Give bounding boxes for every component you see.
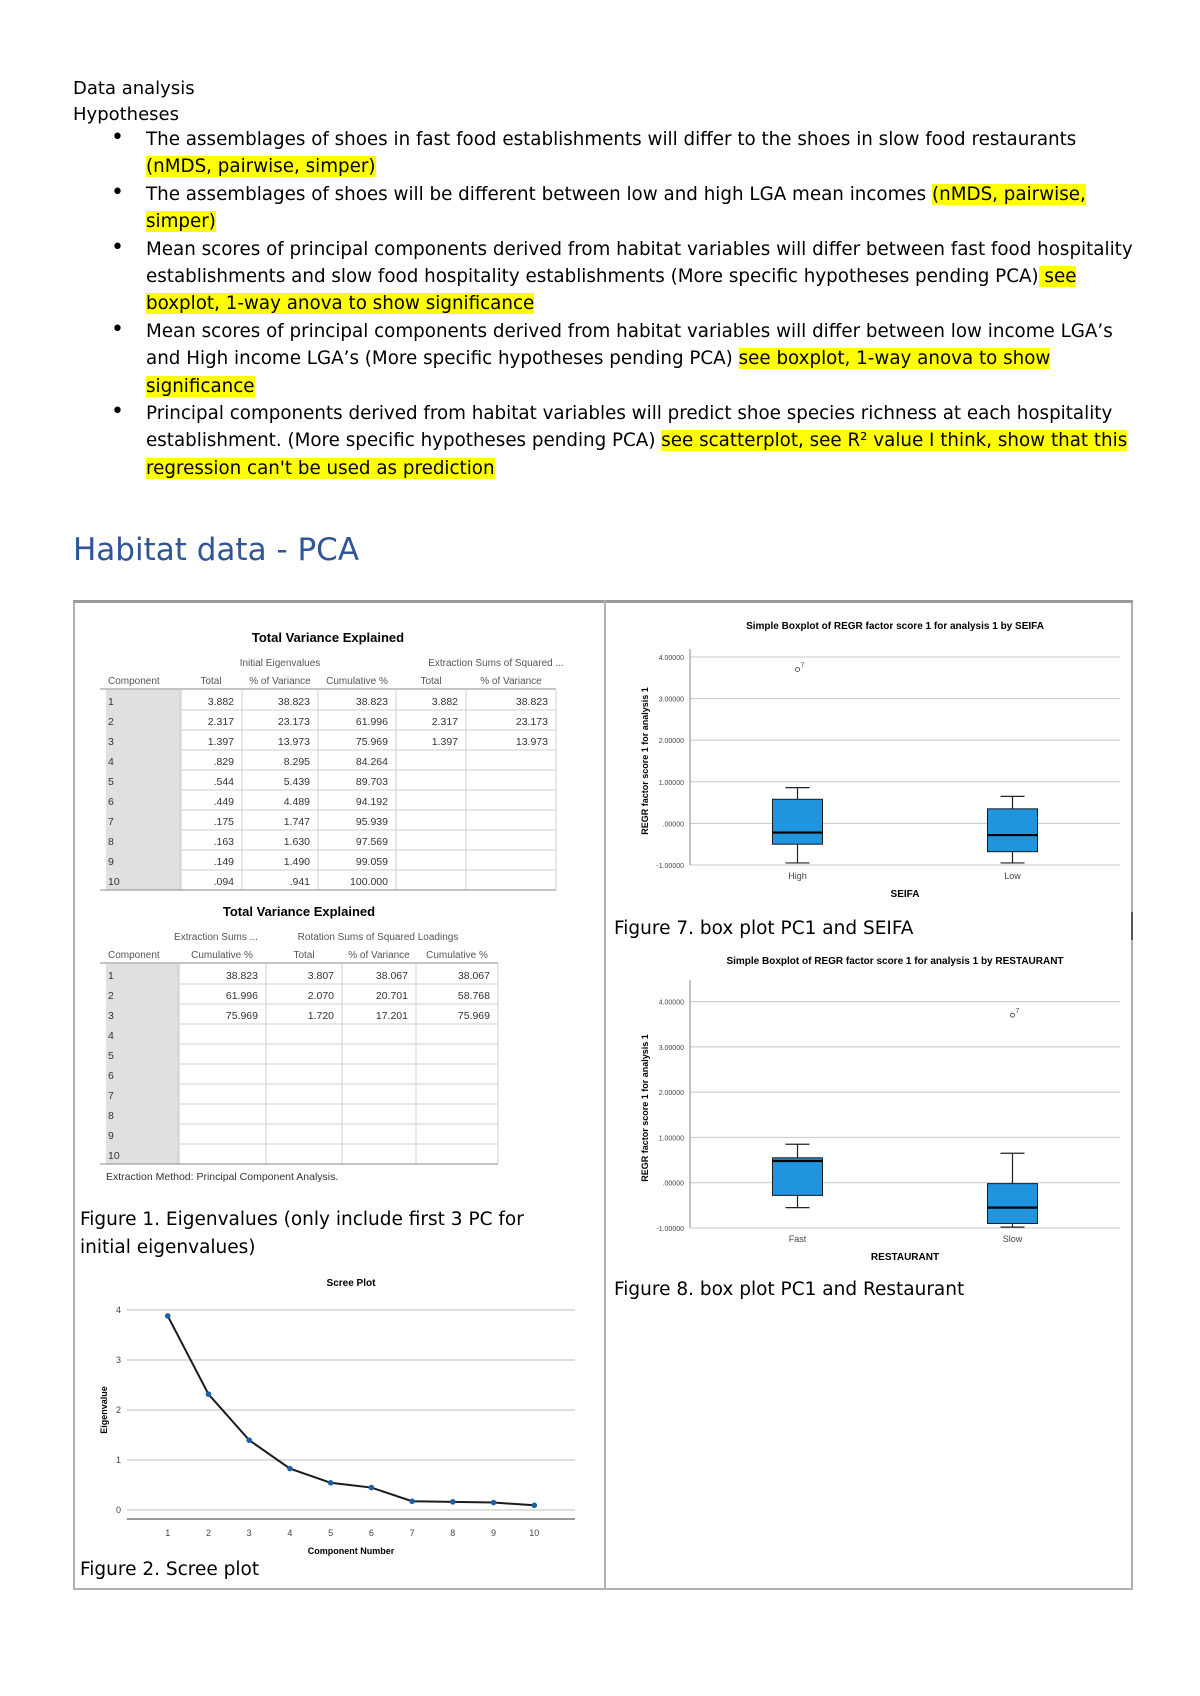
x-tick-label: 6 [368, 1528, 374, 1538]
bullet-icon: • [111, 234, 124, 260]
table-cell: .941 [289, 876, 310, 888]
table-cell: .829 [213, 756, 234, 768]
y-tick-label: -1.00000 [656, 863, 684, 870]
table-cell: 5 [108, 1050, 114, 1062]
outlier-point [796, 667, 800, 671]
x-tick-label: Slow [1002, 1234, 1023, 1244]
x-axis-label: Component Number [307, 1546, 395, 1556]
hypothesis-item [73, 318, 1143, 400]
table-cell: .163 [213, 836, 234, 848]
hypothesis-item [73, 236, 1143, 318]
caption-figure-8: Figure 8. box plot PC1 and Restaurant [614, 1279, 965, 1300]
hypothesis-highlight: see boxplot, 1-way anova to show significance [146, 348, 1051, 397]
table-cell: 5 [108, 776, 114, 788]
table-cell: .449 [213, 796, 234, 808]
x-tick-label: 10 [529, 1528, 540, 1538]
table-cell: 38.823 [355, 696, 388, 708]
y-tick-label: 1 [115, 1455, 121, 1465]
hypothesis-highlight: (nMDS, pairwise, simper) [146, 156, 376, 178]
table-column-header: Component [108, 676, 160, 687]
table-cell: 2.070 [307, 990, 334, 1002]
hypothesis-text: Mean scores of principal components derived from habitat variables will differ between fast food hospitality establishments and slow food hospitality establishments (More specific hypotheses pending PCA) [146, 238, 1133, 288]
y-tick-label: 4.00000 [658, 655, 684, 662]
x-tick-label: 8 [450, 1528, 456, 1538]
outlier-label: 7 [1015, 1008, 1020, 1016]
y-tick-label: 3.00000 [658, 696, 684, 704]
y-tick-label: 3 [115, 1355, 121, 1365]
bullet-icon: • [111, 399, 124, 425]
scree-plot [95, 1270, 585, 1570]
y-tick-label: .00000 [662, 1180, 684, 1188]
table-cell: 8.295 [283, 756, 310, 768]
table-cell: 13.973 [277, 736, 310, 748]
heading-hypotheses: Hypotheses [73, 104, 179, 125]
y-tick-label: 2.00000 [658, 738, 684, 746]
table-cell: 9 [108, 1130, 114, 1142]
caption-figure-2: Figure 2. Scree plot [80, 1559, 260, 1580]
table-column-header: % of Variance [480, 676, 542, 687]
hypothesis-highlight: see scatterplot, see R² value I think, show that this regression can't be used as prediction [146, 430, 1128, 479]
y-tick-label: 0 [115, 1505, 121, 1515]
grid-right-tick [1131, 912, 1133, 940]
x-tick-label: Fast [788, 1234, 807, 1244]
boxplot-restaurant [640, 950, 1130, 1280]
bullet-icon: • [111, 179, 124, 205]
data-point [328, 1480, 334, 1486]
box [988, 1184, 1038, 1224]
table-cell: .149 [213, 856, 234, 868]
table-cell: 3.882 [207, 696, 234, 708]
table-cell: 10 [108, 1150, 120, 1162]
table-column-header: Total [293, 950, 315, 961]
grid-top-border [73, 600, 1133, 603]
table-cell: 58.768 [457, 990, 490, 1002]
data-point [531, 1503, 537, 1509]
data-point [206, 1391, 212, 1397]
y-tick-label: 1.00000 [658, 1135, 684, 1143]
x-tick-label: 5 [328, 1528, 334, 1538]
data-point [287, 1466, 293, 1472]
table-cell: 75.969 [225, 1010, 258, 1022]
table-stub-column [106, 690, 182, 890]
y-axis-label: Eigenvalue [99, 1386, 109, 1434]
table-cell: 4 [108, 756, 114, 768]
y-tick-label: 3.00000 [658, 1044, 684, 1052]
table-cell: 7 [108, 1090, 114, 1102]
heading-data-analysis: Data analysis [73, 78, 195, 99]
x-tick-label: 9 [491, 1528, 497, 1538]
table-column-header: Cumulative % [191, 950, 253, 961]
boxplot-seifa [640, 615, 1130, 915]
table-cell: 10 [108, 876, 120, 888]
table-cell: 84.264 [355, 756, 388, 768]
x-axis-label: SEIFA [890, 889, 920, 900]
table-cell: 23.173 [515, 716, 548, 728]
table-cell: 100.000 [350, 876, 388, 888]
variance-table-1 [100, 626, 580, 896]
table-cell: 9 [108, 856, 114, 868]
table-cell: 94.192 [355, 796, 388, 808]
data-point [165, 1313, 171, 1319]
y-tick-label: 2 [115, 1405, 121, 1415]
data-point [409, 1498, 415, 1504]
table-group-header: Initial Eigenvalues [239, 658, 321, 669]
y-tick-label: 1.00000 [658, 779, 684, 787]
hypothesis-text: The assemblages of shoes in fast food establishments will differ to the shoes in slow food restaurants [146, 129, 1077, 150]
table-cell: 3 [108, 736, 114, 748]
table-column-header: Component [108, 950, 160, 961]
data-point [491, 1500, 497, 1506]
hypothesis-highlight: see boxplot, 1-way anova to show significance [146, 266, 1077, 315]
table-cell: .175 [213, 816, 234, 828]
table-cell: 38.823 [277, 696, 310, 708]
chart-title: Scree Plot [326, 1278, 376, 1289]
table-group-header: Extraction Sums ... [174, 932, 258, 943]
x-tick-label: 1 [165, 1528, 171, 1538]
table-cell: 75.969 [355, 736, 388, 748]
table-cell: 1.397 [207, 736, 234, 748]
x-axis-label: RESTAURANT [870, 1252, 940, 1263]
hypotheses-list [73, 126, 1143, 482]
table-title: Total Variance Explained [222, 904, 376, 919]
variance-table-2 [100, 900, 520, 1190]
table-column-header: % of Variance [249, 676, 311, 687]
bullet-icon: • [111, 125, 124, 150]
x-tick-label: 3 [246, 1528, 252, 1538]
table-cell: 2.317 [207, 716, 234, 728]
grid-column-divider [604, 600, 606, 1590]
hypothesis-item [73, 400, 1143, 482]
table-cell: 7 [108, 816, 114, 828]
table-cell: 6 [108, 796, 114, 808]
y-tick-label: -1.00000 [656, 1226, 684, 1233]
table-cell: .094 [213, 876, 234, 888]
table-cell: 8 [108, 1110, 114, 1122]
table-cell: 38.067 [375, 970, 408, 982]
table-cell: 1 [108, 970, 114, 982]
table-cell: 1.397 [431, 736, 458, 748]
chart-title: Simple Boxplot of REGR factor score 1 for analysis 1 by RESTAURANT [726, 956, 1064, 967]
table-group-header: Extraction Sums of Squared ... [428, 658, 564, 669]
table-cell: 5.439 [283, 776, 310, 788]
table-cell: 3.807 [307, 970, 334, 982]
hypothesis-text: Principal components derived from habitat variables will predict shoe species richness at each hospitality establishment. (More specific hypotheses pending PCA) [146, 403, 1113, 452]
y-tick-label: 4 [115, 1305, 121, 1315]
table-cell: 97.569 [355, 836, 388, 848]
y-tick-label: 2.00000 [658, 1090, 684, 1098]
table-cell: 38.823 [225, 970, 258, 982]
hypothesis-highlight: (nMDS, pairwise, simper) [146, 183, 1086, 233]
table-cell: 17.201 [375, 1010, 408, 1022]
table-cell: 38.067 [457, 970, 490, 982]
chart-title: Simple Boxplot of REGR factor score 1 for analysis 1 by SEIFA [746, 621, 1044, 632]
table-cell: 4.489 [283, 796, 310, 808]
box [988, 809, 1038, 852]
x-tick-label: Low [1004, 871, 1021, 881]
table-cell: 23.173 [277, 716, 310, 728]
table-cell: 89.703 [355, 776, 388, 788]
table-column-header: % of Variance [348, 950, 410, 961]
hypothesis-text: The assemblages of shoes will be different between low and high LGA mean incomes [146, 183, 932, 205]
table-group-header: Rotation Sums of Squared Loadings [297, 932, 459, 943]
table-cell: 8 [108, 836, 114, 848]
outlier-label: 7 [800, 662, 805, 670]
table-cell: 61.996 [225, 990, 258, 1002]
table-cell: 13.973 [515, 736, 548, 748]
table-title: Total Variance Explained [251, 630, 405, 645]
x-tick-label: 7 [409, 1528, 415, 1538]
box [773, 1158, 823, 1196]
table-column-header: Total [200, 676, 222, 687]
table-cell: 99.059 [355, 856, 388, 868]
table-cell: 75.969 [457, 1010, 490, 1022]
table-cell: 61.996 [355, 716, 388, 728]
data-point [450, 1499, 456, 1505]
data-point [369, 1485, 375, 1491]
y-axis-label: REGR factor score 1 for analysis 1 [640, 687, 650, 835]
table-column-header: Total [420, 676, 442, 687]
caption-figure-7: Figure 7. box plot PC1 and SEIFA [614, 918, 914, 939]
table-cell: 38.823 [515, 696, 548, 708]
bullet-icon: • [111, 316, 124, 342]
outlier-point [1011, 1013, 1015, 1017]
table-cell: 3 [108, 1010, 114, 1022]
table-cell: 1 [108, 696, 114, 708]
caption-figure-1: Figure 1. Eigenvalues (only include first 3 PC for initial eigenvalues) [80, 1209, 524, 1258]
table-column-header: Cumulative % [426, 950, 488, 961]
y-tick-label: 4.00000 [658, 999, 684, 1007]
y-tick-label: .00000 [662, 821, 684, 829]
table-cell: 2.317 [431, 716, 458, 728]
x-tick-label: High [788, 871, 807, 881]
hypothesis-item [73, 181, 1143, 236]
table-cell: 1.630 [283, 836, 310, 848]
series-line [168, 1316, 535, 1505]
hypothesis-item [73, 126, 1143, 181]
table-column-header: Cumulative % [326, 676, 388, 687]
table-cell: 20.701 [375, 990, 408, 1002]
table-cell: 1.490 [283, 856, 310, 868]
section-title: Habitat data - PCA [73, 532, 360, 568]
table-cell: 6 [108, 1070, 114, 1082]
table-cell: 95.939 [355, 816, 388, 828]
table-cell: 2 [108, 990, 114, 1002]
table-cell: 4 [108, 1030, 114, 1042]
table-stub-column [106, 964, 180, 1164]
table-cell: 1.720 [307, 1010, 334, 1022]
table-cell: .544 [213, 776, 234, 788]
box [773, 799, 823, 844]
x-tick-label: 2 [205, 1528, 211, 1538]
table-cell: 2 [108, 716, 114, 728]
hypothesis-text: Mean scores of principal components derived from habitat variables will differ between low income LGA’s and High income LGA’s (More specific hypotheses pending PCA) [146, 320, 1113, 370]
y-axis-label: REGR factor score 1 for analysis 1 [640, 1034, 650, 1182]
table-cell: 3.882 [431, 696, 458, 708]
x-tick-label: 4 [287, 1528, 293, 1538]
data-point [246, 1437, 252, 1443]
table-cell: 1.747 [283, 816, 310, 828]
table-footnote: Extraction Method: Principal Component Analysis. [106, 1171, 339, 1183]
